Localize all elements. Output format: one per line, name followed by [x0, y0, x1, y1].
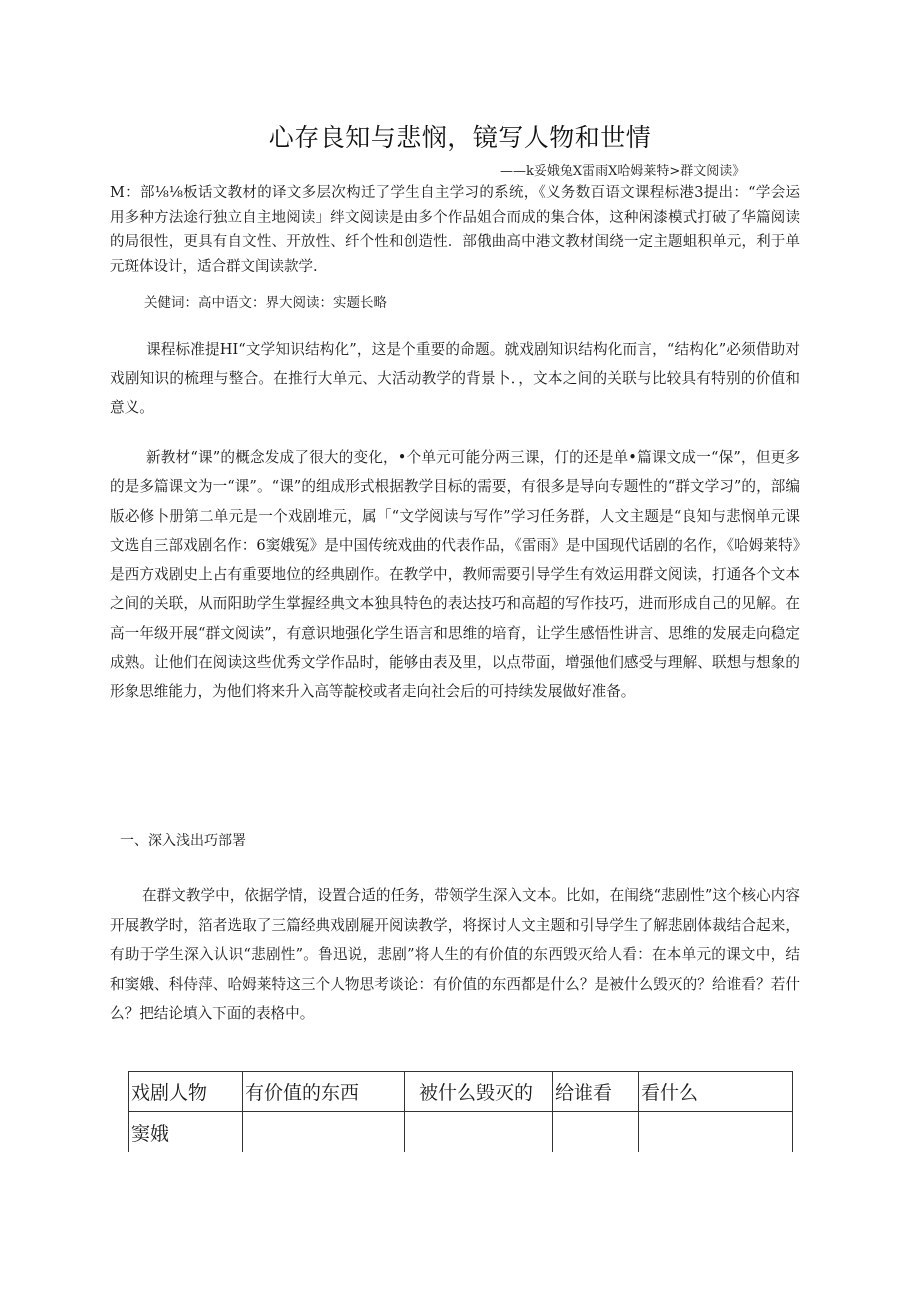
body-paragraph-1: 课程标准提HI“文学知识结构化”，这是个重要的命题。就戏剧知识结构化而言，“结构化”必须借助对戏剧知识的梳理与整合。在推行大单元、大活动教学的背景卜．，文本之间的关联与比较具有特别的价值和意义。	[110, 341, 800, 416]
body-paragraph-3: 在群文教学中，依据学情，设置合适的任务，带领学生深入文本。比如，在闱绕“悲剧性”这个核心内容开展教学时，箔者选取了三篇经典戏剧屣开阅读教学，将探讨人文主题和引导学生了解悲剧体裁结合起来，有助于学生深入认识“悲剧性”。鲁迅说，悲剧”将人生的有价值的东西毁灭给人看：在本单元的课文中，结和窦娥、科侍萍、哈姆莱特这三个人物思考谈论：有价值的东西都是什么？是被什么毁灭的？给谁看？若什么？把结论填入下面的表格中。	[110, 887, 800, 1023]
table-header-cell: 有价值的东西	[243, 1072, 405, 1112]
document-title: 心存良知与悲悯，镜写人物和世情	[268, 123, 652, 152]
abstract-paragraph: M：部⅛⅛板话文教材的译文多层次构迁了学生自主学习的系统，《义务数百语文课程标港3提出：“学会运用多种方法途行独立自主地阅读」绊文阅读是由多个作品姐合而成的集合体，这种闲漆模式打破了华篇阅读的局很性，更具有自文性、开放性、纤个性和创造性．部俄曲高中港文教材闺绕一定主题蛆积单元，利于单元斑体设计，适合群文闺读款学.	[110, 185, 800, 275]
table-header-cell: 给谁看	[553, 1072, 639, 1112]
table-cell	[405, 1112, 553, 1153]
table-cell: 窦娥	[129, 1112, 243, 1153]
drama-analysis-table	[128, 1071, 793, 1152]
table-cell	[243, 1112, 405, 1153]
table-cell	[639, 1112, 793, 1153]
table-header-cell: 戏剧人物	[129, 1072, 243, 1112]
table-row	[129, 1112, 793, 1153]
table-header-row	[129, 1072, 793, 1112]
section-heading: 一、深入浅出巧部署	[120, 833, 246, 849]
table-cell	[553, 1112, 639, 1153]
table-header-cell: 看什么	[639, 1072, 793, 1112]
body-paragraph-2: 新教材“课”的概念发成了很大的变化，•个单元可能分两三课，仃的还是单•篇课文成一“保”，但更多的是多篇课文为一“课”。“课”的组成形式根据教学目标的需要，有很多是导向专题性的“群文学习”的，部编版必修卜册第二单元是一个戏剧堆元，属「“文学阅读与写作”学习任务群，人文主题是“良知与悲悯单元课文选自三部戏剧名作：6窦娥冤》是中国传统戏曲的代表作品，《雷雨》是中国现代话剧的名作，《哈姆莱特》是西方戏剧史上占有重要地位的经典剧作。在教学中，教师需要引导学生有效运用群文阅读，打通各个文本之间的关联，从而阳助学生掌握经典文本独具特色的表达技巧和高超的写作技巧，进而形成自己的见解。在高一年级开展“群文阅读”，有意识地强化学生语言和思维的培育，让学生感悟性讲言、思维的发展走向稳定成熟。让他们在阅读这些优秀文学作品时，能够由表及里，以点带面，增强他们感受与理解、联想与想象的形象思维能力，为他们将来升入高等靛校或者走向社会后的可持续发展做好准备。	[110, 449, 800, 701]
document-subtitle: ——k妥娥兔X雷雨X哈姆莱特>群文阅读》	[500, 164, 746, 179]
keywords-line: 关健词：高中语文：界大阅读：实题长略	[144, 295, 387, 311]
table-header-cell: 被什么毁灭的	[405, 1072, 553, 1112]
